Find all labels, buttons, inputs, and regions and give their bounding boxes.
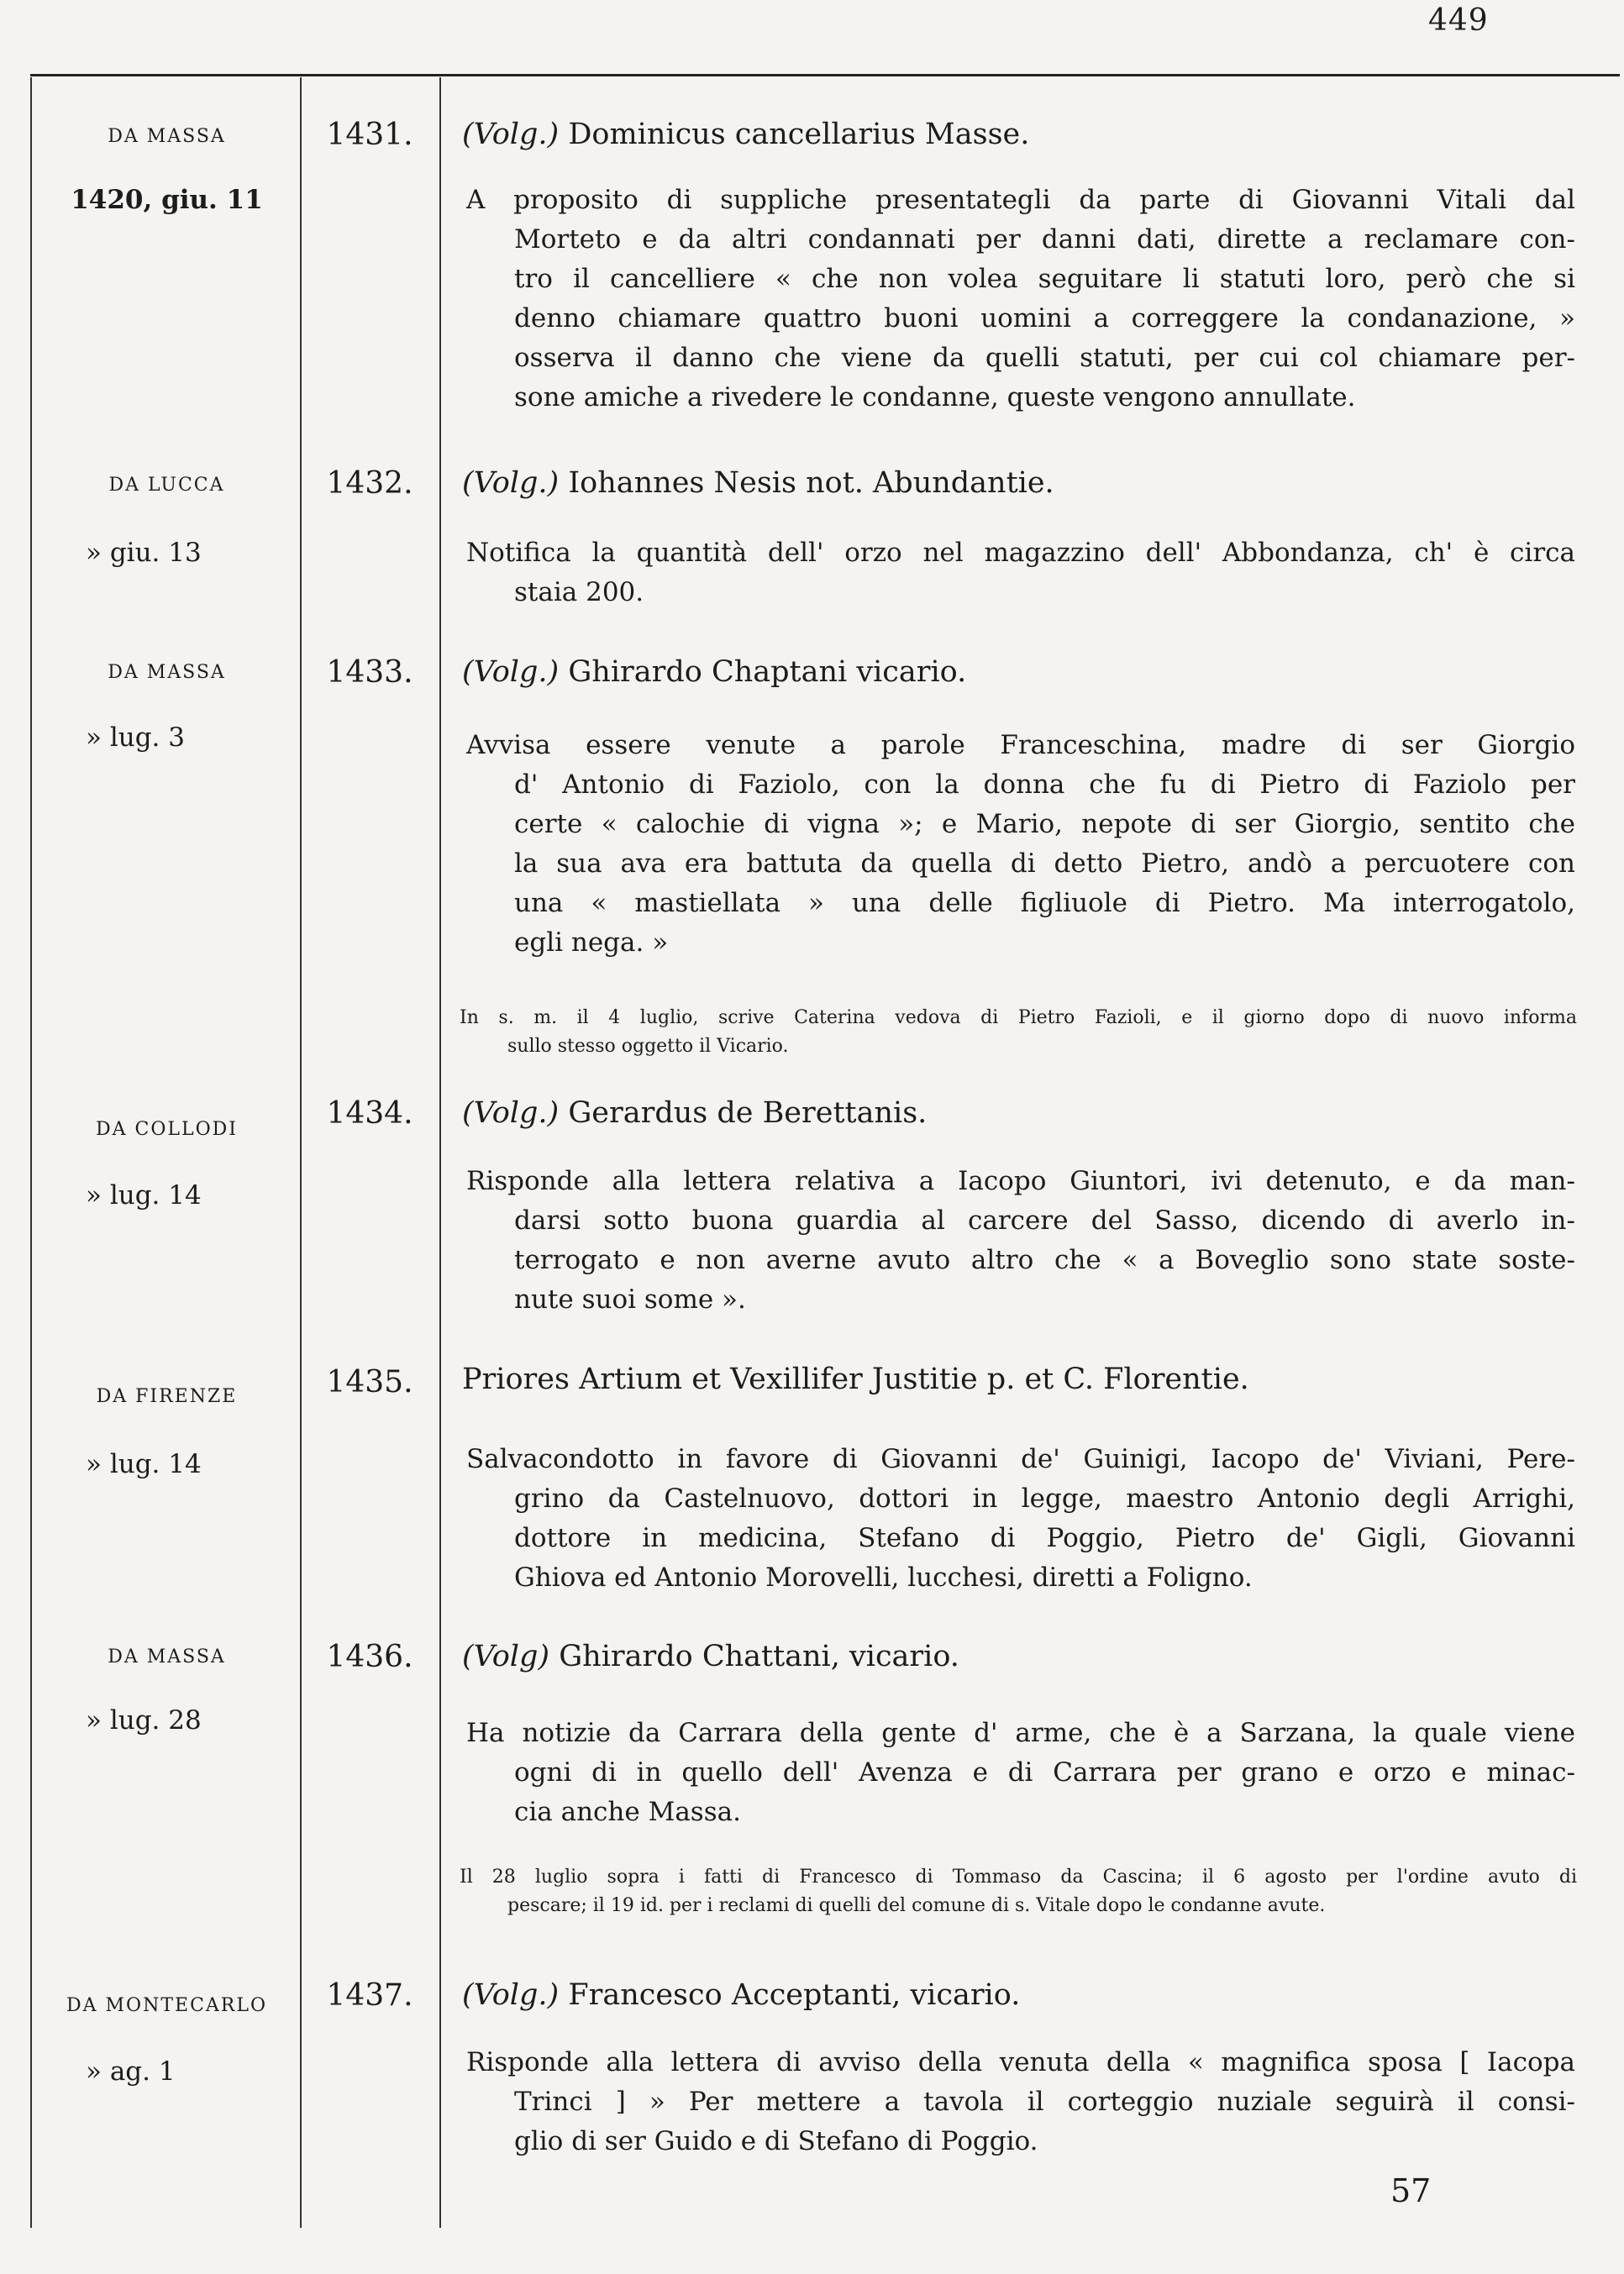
entry-title-prefix: (Volg.): [462, 466, 560, 500]
body-line: una « mastiellata » una delle figliuole di Pietro. Ma interrogatolo,: [514, 888, 1575, 918]
body-line: ogni di in quello dell' Avenza e di Carrara per grano e orzo e minac-: [514, 1757, 1575, 1788]
body-line: Risponde alla lettera relativa a Iacopo Giuntori, ivi detenuto, e da man-: [466, 1166, 1575, 1196]
entry-body: [466, 2043, 1575, 2161]
body-line: denno chiamare quattro buoni uomini a correggere la condanazione, »: [514, 303, 1575, 333]
entry-place: DA FIRENZE: [96, 1386, 238, 1407]
entry-title: [462, 1640, 959, 1673]
entry-title: [462, 118, 1029, 151]
body-line: glio di ser Guido e di Stefano di Poggio.: [514, 2126, 1038, 2156]
body-line: osserva il danno che viene da quelli statuti, per cui col chiamare per-: [514, 343, 1575, 373]
body-line: tro il cancelliere « che non volea seguitare li statuti loro, però che si: [514, 264, 1575, 294]
body-line: d' Antonio di Faziolo, con la donna che fu di Pietro di Faziolo per: [514, 769, 1575, 800]
entry-place: DA COLLODI: [96, 1119, 238, 1140]
entry-body: [466, 1440, 1575, 1598]
entry-place: DA MASSA: [108, 126, 226, 147]
column-divider-right: [439, 77, 441, 2228]
entry-place: DA LUCCA: [108, 475, 225, 496]
entry-number: 1433.: [326, 655, 413, 690]
body-line: A proposito di suppliche presentategli da parte di Giovanni Vitali dal: [466, 185, 1575, 215]
note-line: Il 28 luglio sopra i fatti di Francesco di Tommaso da Cascina; il 6 agosto per l'ordine avuto di: [460, 1867, 1577, 1888]
entry-body: [466, 181, 1575, 418]
column-divider-left: [30, 77, 32, 2228]
entry-date: » giu. 13: [86, 538, 202, 568]
entry-number: 1432.: [326, 466, 413, 501]
entry-place: DA MONTECARLO: [66, 1995, 267, 2016]
entry-title-text: Ghirardo Chaptani vicario.: [568, 655, 967, 689]
entry-number: 1431.: [326, 118, 413, 152]
entry-title-prefix: (Volg.): [462, 1096, 560, 1130]
body-line: Ghiova ed Antonio Morovelli, lucchesi, diretti a Foligno.: [514, 1562, 1253, 1593]
entry-title-prefix: (Volg.): [462, 655, 560, 689]
body-line: Avvisa essere venute a parole Franceschina, madre di ser Giorgio: [466, 730, 1575, 760]
entry-number: 1436.: [326, 1640, 413, 1674]
body-line: terrogato e non averne avuto altro che « a Boveglio sono state soste-: [514, 1245, 1575, 1275]
body-line: certe « calochie di vigna »; e Mario, nepote di ser Giorgio, sentito che: [514, 809, 1575, 839]
entry-note: [460, 1863, 1577, 1920]
entry-date: » lug. 3: [86, 722, 185, 753]
page-number: 449: [1428, 3, 1489, 38]
entry-body: [466, 726, 1575, 963]
entry-place: DA MASSA: [108, 662, 226, 683]
entry-date: » lug. 28: [86, 1705, 202, 1736]
entry-title: [462, 655, 966, 689]
body-line: Trinci ] » Per mettere a tavola il corteggio nuziale seguirà il consi-: [514, 2087, 1575, 2117]
entry-title-text: Iohannes Nesis not. Abundantie.: [568, 466, 1054, 500]
body-line: grino da Castelnuovo, dottori in legge, maestro Antonio degli Arrighi,: [514, 1484, 1575, 1514]
entry-number: 1437.: [326, 1978, 413, 2013]
entry-title-prefix: (Volg.): [462, 1978, 560, 2012]
entry-title: [462, 1978, 1020, 2012]
entry-body: [466, 533, 1575, 612]
body-line: staia 200.: [514, 577, 644, 607]
entry-title: [462, 1096, 927, 1130]
entry-title: [462, 466, 1054, 500]
body-line: cia anche Massa.: [514, 1797, 741, 1827]
note-line: pescare; il 19 id. per i reclami di quelli del comune di s. Vitale dopo le condanne avute.: [507, 1895, 1326, 1916]
entry-title-text: Priores Artium et Vexillifer Justitie p. et C. Florentie.: [462, 1363, 1249, 1396]
entry-title-text: Francesco Acceptanti, vicario.: [568, 1978, 1021, 2012]
entry-title: [462, 1363, 1249, 1396]
signature-number: 57: [1390, 2172, 1432, 2209]
body-line: Morteto e da altri condannati per danni dati, dirette a reclamare con-: [514, 224, 1575, 255]
entry-body: [466, 1162, 1575, 1320]
entry-number: 1434.: [326, 1096, 413, 1131]
entry-note: [460, 1004, 1577, 1061]
body-line: la sua ava era battuta da quella di detto Pietro, andò a percuotere con: [514, 848, 1575, 879]
entry-place: DA MASSA: [108, 1646, 226, 1667]
entry-title-text: Ghirardo Chattani, vicario.: [559, 1640, 959, 1673]
note-line: In s. m. il 4 luglio, scrive Caterina vedova di Pietro Fazioli, e il giorno dopo di nuovo informa: [460, 1007, 1577, 1028]
entry-date: » lug. 14: [86, 1180, 202, 1211]
body-line: Notifica la quantità dell' orzo nel magazzino dell' Abbondanza, ch' è circa: [466, 538, 1575, 568]
body-line: Risponde alla lettera di avviso della venuta della « magnifica sposa [ Iacopa: [466, 2047, 1575, 2077]
note-line: sullo stesso oggetto il Vicario.: [507, 1036, 789, 1057]
body-line: egli nega. »: [514, 927, 669, 958]
entry-title-prefix: (Volg): [462, 1640, 550, 1673]
top-rule: [30, 74, 1620, 76]
entry-title-text: Gerardus de Berettanis.: [568, 1096, 928, 1130]
entry-number: 1435.: [326, 1365, 413, 1400]
body-line: dottore in medicina, Stefano di Poggio, Pietro de' Gigli, Giovanni: [514, 1523, 1575, 1553]
body-line: Salvacondotto in favore di Giovanni de' Guinigi, Iacopo de' Viviani, Pere-: [466, 1444, 1575, 1474]
body-line: Ha notizie da Carrara della gente d' arme, che è a Sarzana, la quale viene: [466, 1718, 1575, 1748]
entry-date: 1420, giu. 11: [71, 185, 263, 215]
entry-title-prefix: (Volg.): [462, 118, 560, 151]
entry-body: [466, 1714, 1575, 1832]
entry-date: » lug. 14: [86, 1449, 202, 1479]
column-divider-middle: [300, 77, 302, 2228]
body-line: sone amiche a rivedere le condanne, queste vengono annullate.: [514, 382, 1356, 412]
entry-date: » ag. 1: [86, 2056, 176, 2087]
body-line: darsi sotto buona guardia al carcere del Sasso, dicendo di averlo in-: [514, 1205, 1575, 1236]
body-line: nute suoi some ».: [514, 1284, 746, 1315]
entry-title-text: Dominicus cancellarius Masse.: [568, 118, 1030, 151]
